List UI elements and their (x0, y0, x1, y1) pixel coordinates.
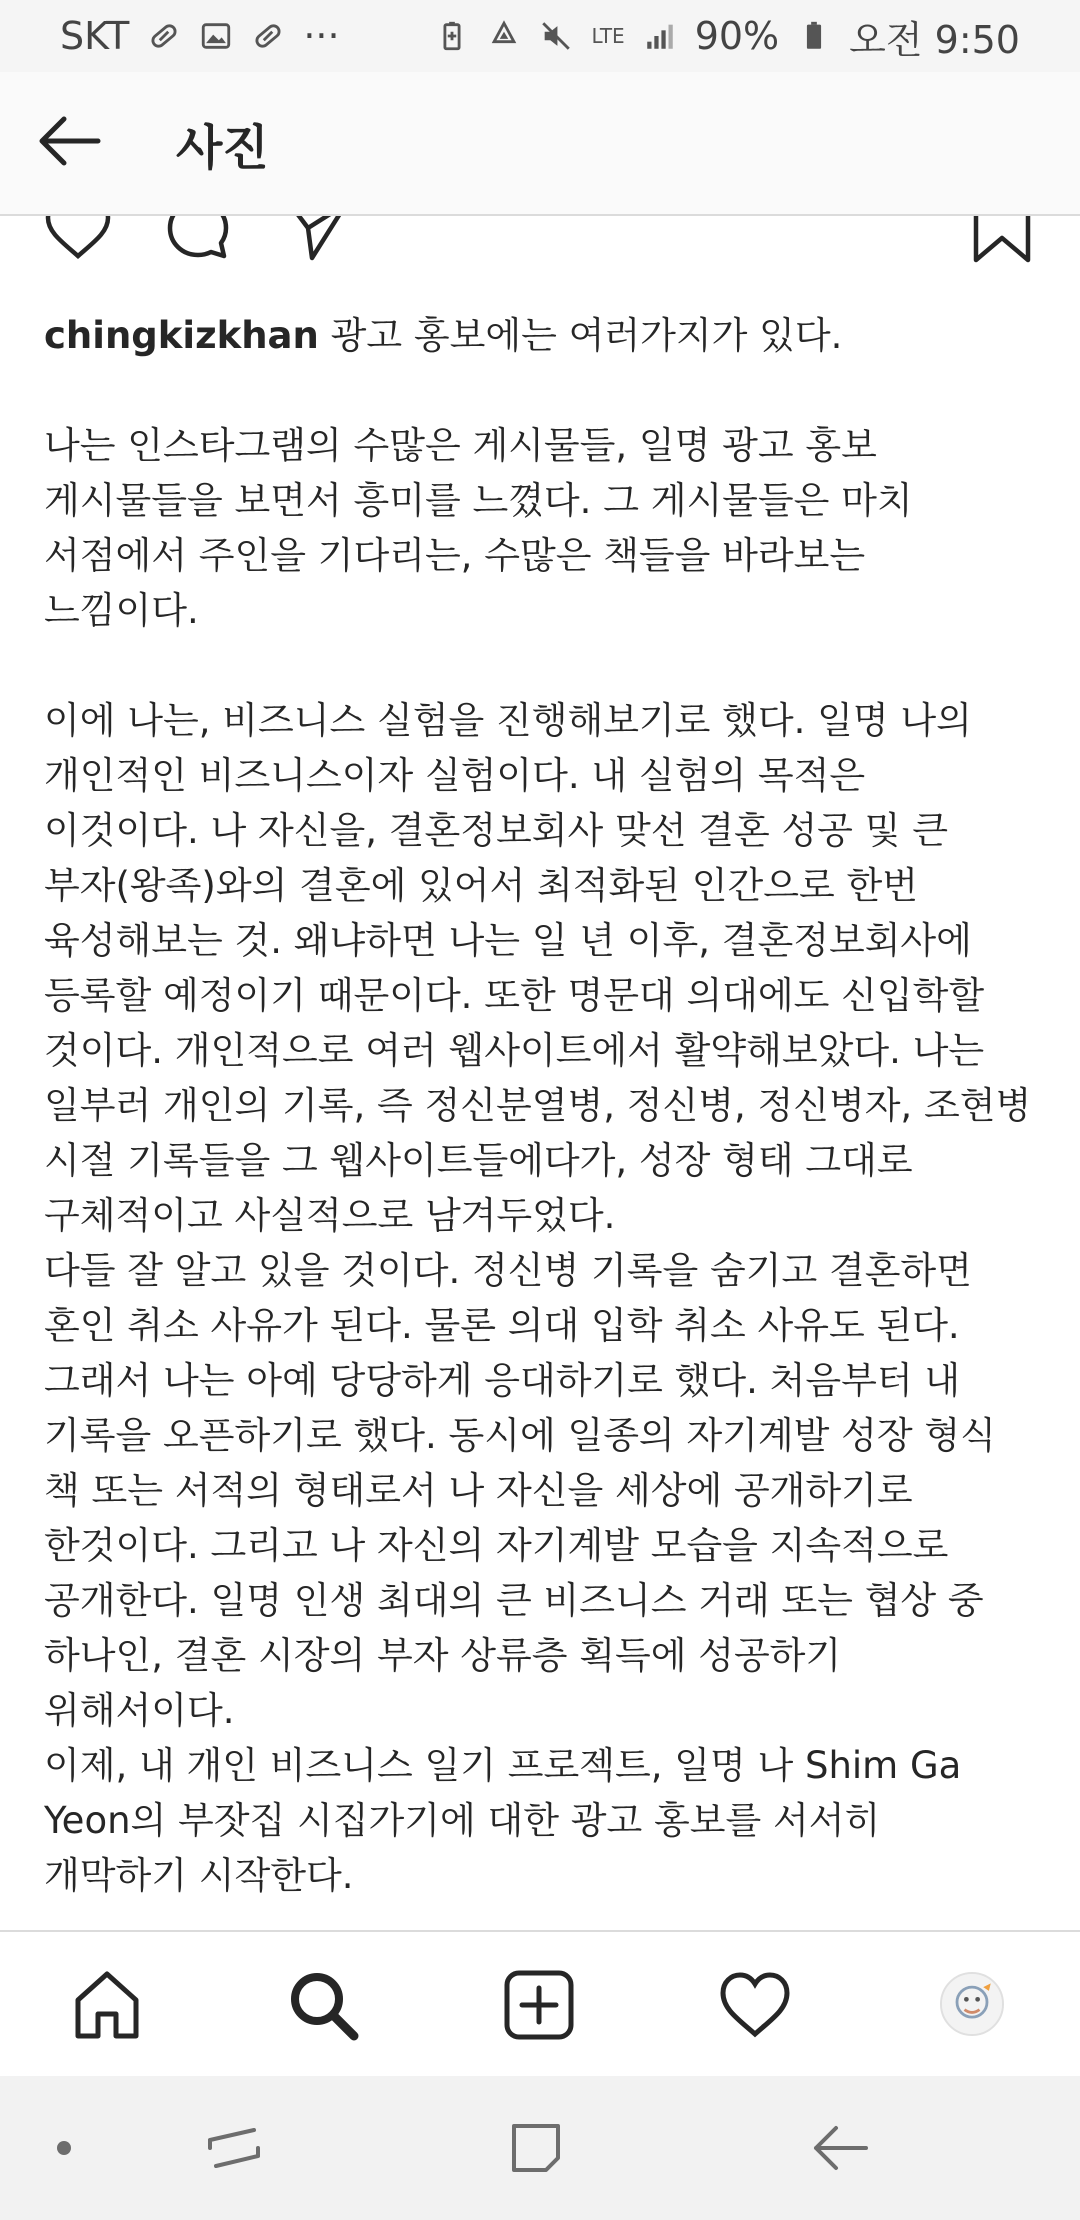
page-title: 사진 (176, 119, 269, 176)
nav-add-button[interactable] (500, 1966, 578, 2044)
clock: 오전 9:50 (849, 17, 1020, 62)
arrow-left-icon (34, 105, 106, 181)
app-bar (0, 72, 1080, 216)
battery-saver-icon (435, 19, 469, 53)
heart-outline-icon (42, 216, 114, 266)
share-button[interactable] (282, 216, 354, 266)
home-icon (68, 1966, 146, 2044)
comment-button[interactable] (162, 216, 234, 266)
caption-text: 광고 홍보에는 여러가지가 있다. 나는 인스타그램의 수많은 게시물들, 일명 광고 홍보 게시물들을 보면서 흥미를 느꼈다. 그 게시물들은 마치 서점에서 주인을 기다리는, 수많은 책들을 바라보는 느낌이다. 이에 나는, 비즈니스 실험을 진행해보기로 했다. 일명 나의 개인적인 비즈니스이자 실험이다. 내 실험의 목적은 이것이다. 나 자신을, 결혼정보회사 맞선 결혼 성공 및 큰 부자(왕족)와의 결혼에 있어서 최적화된 인간으로 한번 육성해보는 것. 왜냐하면 나는 일 년 이후, 결혼정보회사에 등록할 예정이기 때문이다. 또한 명문대 의대에도 신입학할 것이다. 개인적으로 여러 웹사이트에서 활약해보았다. 나는 일부러 개인의 기록, 즉 정신분열병, 정신병, 정신병자, 조현병 시절 기록들을 그 웹사이트들에다가, 성장 형태 그대로 구체적이고 사실적으로 남겨두었다. 다들 잘 알고 있을 것이다. 정신병 기록을 숨기고 결혼하면 혼인 취소 사유가 된다. 물론 의대 입학 취소 사유도 된다. 그래서 나는 아예 당당하게 응대하기로 했다. 처음부터 내 기록을 오픈하기로 했다. 동시에 일종의 자기계발 성장 형식 책 또는 서적의 형태로서 나 자신을 세상에 공개하기로 한것이다. 그리고 나 자신의 자기계발 모습을 지속적으로 공개한다. 일명 인생 최대의 큰 비즈니스 거래 또는 협상 중 하나인, 결혼 시장의 부자 상류층 획득에 성공하기 위해서이다. 이제, 내 개인 비즈니스 일기 프로젝트, 일명 나 Shim Ga Yeon의 부잣집 시집가기에 대한 광고 홍보를 서서히 개막하기 시작한다. (44, 314, 1032, 1897)
back-button[interactable] (34, 107, 106, 179)
recycle-icon (487, 19, 521, 53)
battery-percent: 90% (694, 14, 780, 58)
status-right (435, 9, 1020, 64)
status-left (60, 14, 340, 58)
lte-label: LTE (591, 24, 625, 48)
search-icon (284, 1966, 362, 2044)
bottom-navigation (0, 1930, 1080, 2076)
paper-plane-icon (282, 216, 354, 266)
comment-bubble-icon (162, 216, 234, 266)
more-notifications-icon: ··· (303, 14, 340, 58)
carrier-label: SKT (60, 14, 130, 58)
recents-icon (202, 2116, 266, 2180)
gallery-icon (199, 19, 233, 53)
system-navigation-bar (0, 2076, 1080, 2220)
post-action-row (0, 216, 1080, 266)
heart-icon (716, 1966, 794, 2044)
nav-profile-button[interactable] (940, 1972, 1004, 2036)
mute-icon (539, 19, 573, 53)
pill-icon-2 (251, 19, 285, 53)
post-caption (44, 308, 1044, 1903)
recent-apps-button[interactable] (202, 2116, 266, 2180)
home-system-button[interactable] (504, 2116, 568, 2180)
nav-activity-button[interactable] (716, 1966, 794, 2044)
pill-icon (147, 19, 181, 53)
add-post-icon (500, 1966, 578, 2044)
profile-avatar (942, 1974, 1002, 2034)
save-button[interactable] (966, 216, 1038, 266)
dot-icon (32, 2116, 96, 2180)
signal-icon (643, 19, 677, 53)
system-dot-button[interactable] (32, 2116, 96, 2180)
like-button[interactable] (42, 216, 114, 266)
battery-icon (797, 19, 831, 53)
post-username[interactable]: chingkizkhan (44, 314, 319, 357)
back-arrow-icon (808, 2116, 872, 2180)
status-bar (0, 0, 1080, 72)
nav-home-button[interactable] (68, 1966, 146, 2044)
square-home-icon (504, 2116, 568, 2180)
nav-search-button[interactable] (284, 1966, 362, 2044)
bookmark-icon (966, 216, 1038, 266)
back-system-button[interactable] (808, 2116, 872, 2180)
